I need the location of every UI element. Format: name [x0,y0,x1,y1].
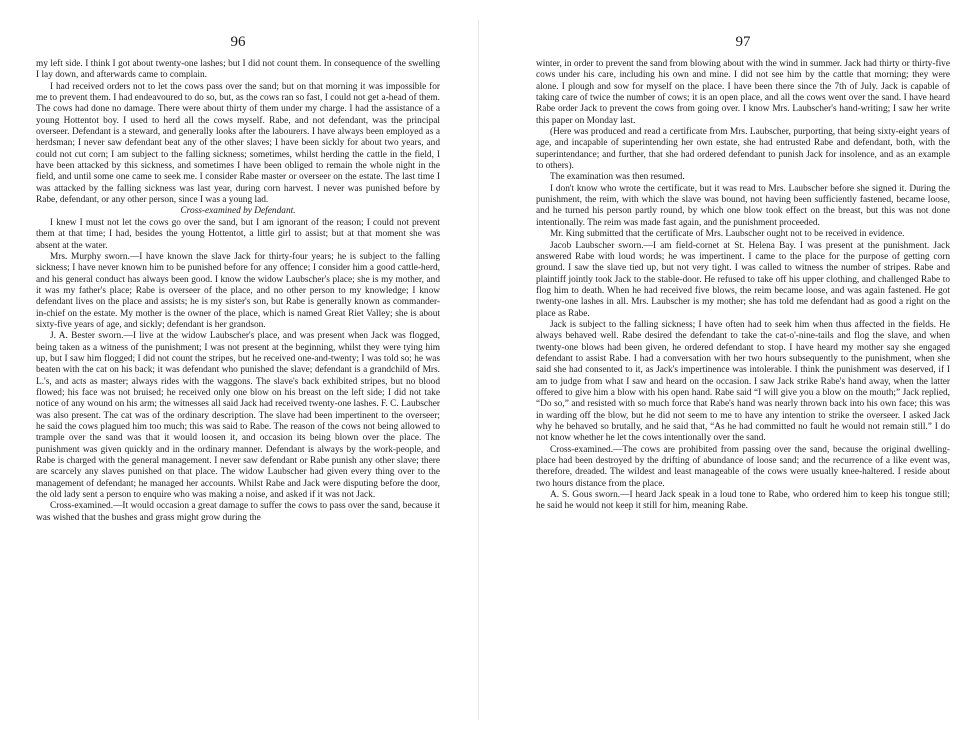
page-gutter [478,20,479,720]
left-page-body [36,59,440,524]
paragraph: J. A. Bester sworn.—I live at the widow Laubscher's place, and was present when Jack was flogged, being taken as a witness of the punishment; I was not present at the beginning, whilst they were tying him up, but I saw him flogged; I did not count the stripes, but he received one-and-twenty; I was told so; he was beaten with the cat on his back; it was defendant who punished the slave; defendant is a grandchild of Mrs. L.'s, and acts as master; always rides with the waggons. The slave's back exhibited stripes, but no blood flowed; his face was not bruised; he received only one blow on his breast on the left side; I did not take notice of any wound on his arm; the witnesses all said Jack had received twenty-one lashes. F. C. Laubscher was also present. The cat was of the ordinary description. The slave had been impertinent to the overseer; he said the cows plagued him too much; this was said to Rabe. The reason of the cows not being allowed to trample over the sand was that it would loosen it, and occasion its being blown over the place. The punishment was given quickly and in the ordinary manner. Defendant is always by the work-people, and Rabe is charged with the general management. I never saw defendant or Rabe punish any other slave; there are scarcely any slaves punished on that place. The widow Laubscher had given every thing over to the management of defendant; he managed her accounts. Whilst Rabe and Jack were disputing before the door, the old lady sent a person to enquire who was making a noise, and asked if it was not Jack. [36,331,440,501]
page-number-right: 97 [735,34,751,50]
page-number-left: 96 [230,34,246,50]
paragraph: Mr. King submitted that the certificate of Mrs. Laubscher ought not to be received in evidence. [550,229,905,240]
section-heading: Cross-examined by Defendant. [180,206,296,217]
right-page [536,0,950,740]
paragraph: Jacob Laubscher sworn.—I am field-cornet at St. Helena Bay. I was present at the punishment. Jack answered Rabe with loud words; he was impertinent. I came to the place for the purpose of getting corn ground. I saw the slave tied up, but not very tight. I was called to witness the number of stripes. Rabe and plaintiff jointly took Jack to the stable-door. He refused to take off his upper clothing, and challenged Rabe to flog him to death. When he had received five blows, the reim became loose, and was again fastened. He got twenty-one lashes in all. Mrs. Laubscher is my mother; she has told me defendant had as good a right on the place as Rabe. [536,240,950,319]
paragraph: my left side. I think I got about twenty-one lashes; but I did not count them. In consequence of the swelling I lay down, and afterwards came to complain. [36,59,440,81]
paragraph: Jack is subject to the falling sickness; I have often had to seek him when thus affected in the fields. He always behaved well. Rabe desired the defendant to take the cat-o'-nine-tails and flog the slave, and when twenty-one blows had been given, he ordered defendant to stop. I have heard my mother say she engaged defendant to assist Rabe. I had a conversation with her two hours subsequently to the punishment, when she said she had consented to it, as Jack's impertinence was intolerable. I think the punishment was deserved, if I am to judge from what I saw and heard on the occasion. I saw Jack strike Rabe's hand away, when the latter offered to give him a blow with his open hand. Rabe said “I will give you a blow on the mouth;” Jack replied, “Do so,” and resisted with so much force that Rabe's hand was nearly thrown back into his own face; this was in warding off the blow, but he did not seem to me to have any intention to strike the overseer. I asked Jack why he behaved so brutally, and he said that, “As he had committed no fault he would not remain still.” I do not know whether he let the cows intentionally over the sand. [536,319,950,444]
paragraph: Cross-examined.—It would occasion a great damage to suffer the cows to pass over the sand, because it was wished that the bushes and grass might grow during the [36,501,440,523]
paragraph: I had received orders not to let the cows pass over the sand; but on that morning it was impossible for me to prevent them. I had endeavoured to do so, but, as the cows ran so fast, I could not get a-head of them. The cows had done no damage. There were about thirty of them under my charge. I had the assistance of a young Hottentot boy. I used to herd all the cows myself. Rabe, and not defendant, was the principal overseer. Defendant is a steward, and generally looks after the labourers. I have always been employed as a herdsman; I never saw defendant beat any of the other slaves; I have been sickly for about two years, and could not cut corn; I am subject to the falling sickness; sometimes, whilst herding the cattle in the field, I have been attacked by this sickness, and sometimes I have been obliged to remain the whole night in the field, and until some one came to seek me. I consider Rabe master or overseer on the estate. The last time I was attacked by the falling sickness was last year, during corn harvest. I never was punished before by Rabe, defendant, or any other person, since I was a young lad. [36,81,440,206]
left-page [36,0,440,740]
paragraph: winter, in order to prevent the sand from blowing about with the wind in summer. Jack had thirty or thirty-five cows under his care, including his own and mine. I did not see him by the cattle that morning; they were alone. I plough and sow for myself on the place. I have been there since the 7th of July. Jack is capable of taking care of twice the number of cows; it is an open place, and all the cows went over the sand. I have heard Rabe order Jack to prevent the cows from going over. I know Mrs. Laubscher's hand-writing; I saw her write this paper on Monday last. [536,59,950,126]
paragraph: (Here was produced and read a certificate from Mrs. Laubscher, purporting, that being sixty-eight years of age, and incapable of superintending her own estate, she had entrusted Rabe and defendant, both, with the superintendance; and further, that she had ordered defendant to punish Jack for insolence, and as an example to others). [536,127,950,172]
paragraph: The examination was then resumed. [550,172,685,183]
paragraph: I don't know who wrote the certificate, but it was read to Mrs. Laubscher before she signed it. During the punishment, the reim, with which the slave was bound, not having been sufficiently fastened, became loose, and he turned his person partly round, by which one blow took effect on the breast, but this was not done intentionally. The reim was made fast again, and the punishment proceeded. [536,183,950,228]
paragraph: Cross-examined.—The cows are prohibited from passing over the sand, because the original dwelling-place had been destroyed by the drifting of abundance of loose sand; and the recurrence of a like event was, therefore, dreaded. The wildest and least manageable of the cows were usually knee-haltered. I reside about two hours distance from the place. [536,444,950,489]
paragraph: I knew I must not let the cows go over the sand, but I am ignorant of the reason; I could not prevent them at that time; I had, besides the young Hottentot, a little girl to assist; but at that moment she was absent at the water. [36,217,440,251]
right-page-body [536,59,950,513]
paragraph: Mrs. Murphy sworn.—I have known the slave Jack for thirty-four years; he is subject to the falling sickness; I have never known him to be punished before for any offence; I consider him a good cattle-herd, and his general conduct has always been good. I know the widow Laubscher's place; she is my mother, and it was my father's place; Rabe is overseer of the place, and no other person to my knowledge; I know defendant lives on the place and assists; he is my sister's son, but Rabe is generally known as commander-in-chief on the estate. My mother is the owner of the place, which is named Great Riet Valley; she is about sixty-five years of age, and sickly; defendant is her grandson. [36,251,440,330]
paragraph: A. S. Gous sworn.—I heard Jack speak in a loud tone to Rabe, who ordered him to keep his tongue still; he said he would not keep it still for him, meaning Rabe. [536,490,950,512]
